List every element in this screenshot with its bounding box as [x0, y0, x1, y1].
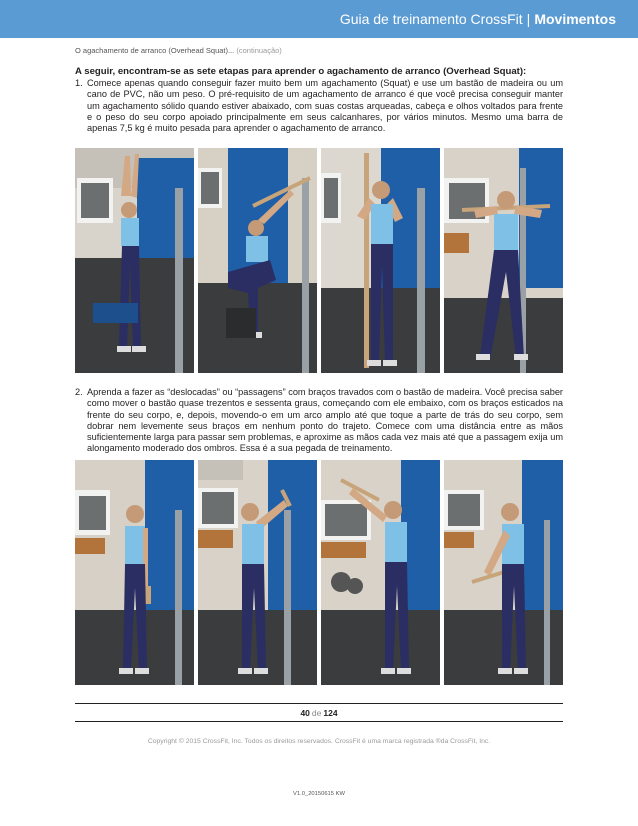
intro-heading: A seguir, encontram-se as sete etapas para aprender o agachamento de arranco (Overhead Squat):: [75, 66, 527, 77]
footer-rule-bottom: [75, 721, 563, 722]
section-title: Movimentos: [534, 11, 616, 27]
photo-overhead-squat-start: [75, 148, 194, 373]
footer-rule-top: [75, 703, 563, 704]
current-page: 40: [300, 708, 310, 718]
photo-row-1: [75, 148, 563, 373]
breadcrumb: [75, 46, 282, 55]
photo-pass-through-start: [75, 460, 194, 685]
breadcrumb-continuation: (continuação): [236, 46, 282, 55]
photo-pass-through-overhead: [321, 460, 440, 685]
photo-dowel-lifted: [321, 148, 440, 373]
step-text: Aprenda a fazer as “deslocadas” ou “passagens” com braços travados com o bastão de madeira. Você precisa saber como mover o bastão quase trezentos e sessenta graus, começando com ele embaixo, com os braços esticados na frente do seu corpo, e, depois, movendo-o em um arco amplo até que toque a parte de trás do seu corpo, sem dobrar nem levemente seus braços em nenhum ponto do trajeto. Comece com uma distância entre as mãos suficientemente larga para passar sem problemas, e aproxime as mãos cada vez mais até que a passagem exija um alongamento moderado dos ombros. Essa é a sua pegada de treinamento.: [87, 387, 563, 454]
step-number: 2.: [75, 387, 83, 397]
breadcrumb-topic: O agachamento de arranco (Overhead Squat)...: [75, 46, 235, 55]
step-number: 1.: [75, 78, 83, 88]
photo-overhead-squat-bottom: [198, 148, 317, 373]
guide-title: Guia de treinamento CrossFit: [339, 11, 523, 27]
header-bar: [0, 0, 638, 38]
step-1: [75, 78, 563, 134]
total-pages: 124: [323, 708, 338, 718]
photo-row-2: [75, 460, 563, 685]
header-title: [340, 11, 616, 27]
photo-pass-through-behind: [444, 460, 563, 685]
photo-behind-head: [444, 148, 563, 373]
page-number: [0, 708, 638, 718]
step-2: [75, 387, 563, 455]
copyright-notice: Copyright © 2015 CrossFit, Inc. Todos os direitos reservados. CrossFit é uma marca registrada ®da CrossFit, Inc.: [147, 738, 491, 745]
title-separator: |: [526, 11, 531, 27]
version-label: V1.0_20150615 KW: [293, 791, 345, 797]
photo-pass-through-forward: [198, 460, 317, 685]
step-text: Comece apenas quando conseguir fazer muito bem um agachamento (Squat) e use um bastão de madeira ou um cano de PVC, não um peso. O pré-requisito de um agachamento de arranco é que você precisa conseguir manter um agachamento sólido quando estiver abaixado, com suas costas arqueadas, cabeça e olhos voltados para frente e o peso do seu corpo apoiado principalmente em seus calcanhares, por vários minutos. Mesmo uma barra de apenas 7,5 kg é muito pesada para aprender o agachamento de arranco.: [87, 78, 563, 134]
page-of: de: [311, 708, 322, 718]
